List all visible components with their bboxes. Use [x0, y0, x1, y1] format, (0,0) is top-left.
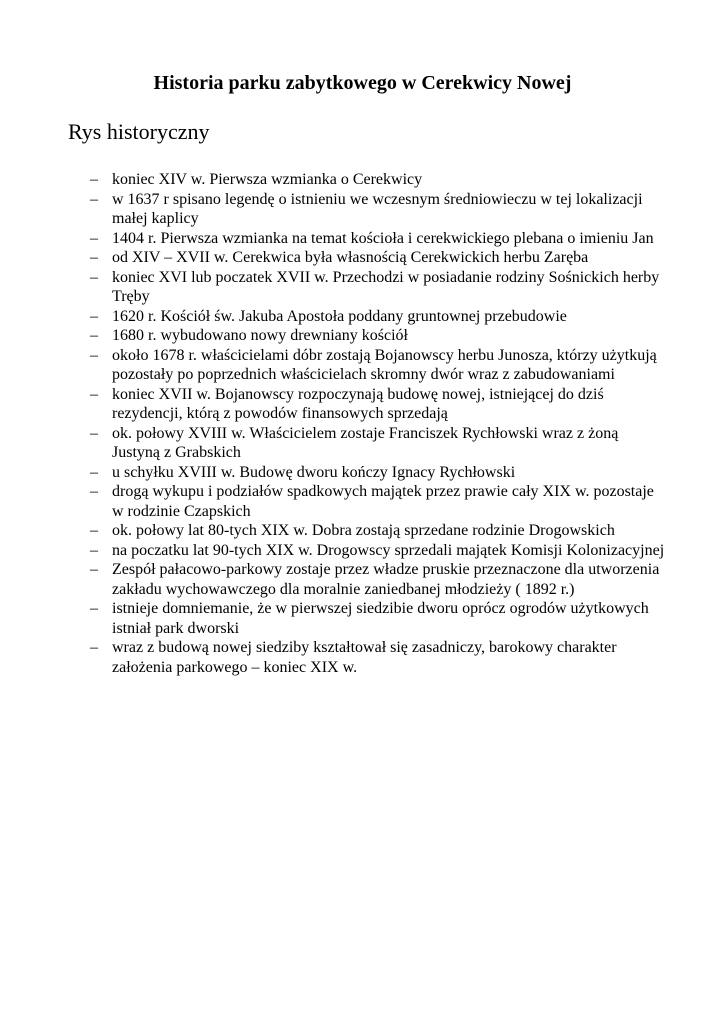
list-item: [0, 385, 725, 424]
bullet-dash: –: [90, 600, 98, 617]
list-item: [0, 170, 725, 190]
list-item: [0, 326, 725, 346]
bullet-dash: –: [90, 385, 98, 403]
list-item-text: istnieje domniemanie, że w pierwszej siedzibie dworu oprócz ogrodów użytkowych istniał park dworski: [112, 600, 649, 637]
bullet-dash: –: [90, 268, 98, 286]
list-item: [0, 560, 725, 599]
history-bullet-list: [0, 170, 725, 677]
list-item-text: ok. połowy lat 80-tych XIX w. Dobra zostają sprzedane rodzinie Drogowskich: [112, 522, 615, 539]
list-item: [0, 268, 725, 307]
list-item: [0, 638, 725, 677]
list-item: [0, 463, 725, 483]
list-item: [0, 248, 725, 268]
list-item-text: 1404 r. Pierwsza wzmianka na temat kościoła i cerekwickiego plebana o imieniu Jan: [112, 229, 654, 247]
list-item: [0, 229, 725, 249]
list-item-text: w 1637 r spisano legendę o istnieniu we wczesnym średniowieczu w tej lokalizacji małej kaplicy: [112, 190, 643, 227]
bullet-dash: –: [90, 561, 98, 578]
bullet-dash: –: [90, 522, 98, 539]
list-item-text: 1620 r. Kościół św. Jakuba Apostoła poddany gruntownej przebudowie: [112, 307, 567, 325]
list-item: [0, 346, 725, 385]
list-item: [0, 521, 725, 541]
bullet-dash: –: [90, 483, 98, 500]
bullet-dash: –: [90, 171, 98, 188]
list-item-text: ok. połowy XVIII w. Właścicielem zostaje Franciszek Rychłowski wraz z żoną Justyną z Grabskich: [112, 424, 619, 461]
document-title: Historia parku zabytkowego w Cerekwicy Nowej: [153, 72, 572, 94]
list-item-text: Zespół pałacowo-parkowy zostaje przez władze pruskie przeznaczone dla utworzenia zakładu wychowawczego dla moralnie zaniedbanej młodzieży ( 1892 r.): [112, 561, 660, 598]
bullet-dash: –: [90, 639, 98, 656]
list-item-text: drogą wykupu i podziałów spadkowych majątek przez prawie cały XIX w. pozostaje w rodzinie Czapskich: [112, 483, 654, 520]
list-item-text: koniec XVI lub poczatek XVII w. Przechodzi w posiadanie rodziny Sośnickich herby Tręby: [112, 268, 660, 305]
list-item-text: wraz z budową nowej siedziby kształtował się zasadniczy, barokowy charakter założenia parkowego – koniec XIX w.: [112, 639, 617, 676]
bullet-dash: –: [90, 307, 98, 325]
bullet-dash: –: [90, 190, 98, 208]
list-item: [0, 599, 725, 638]
list-item-text: u schyłku XVIII w. Budowę dworu kończy Ignacy Rychłowski: [112, 463, 516, 481]
list-item: [0, 482, 725, 521]
list-item: [0, 541, 725, 561]
list-item-text: koniec XVII w. Bojanowscy rozpoczynają budowę nowej, istniejącej do dziś rezydencji, którą z powodów finansowych sprzedają: [112, 385, 604, 422]
bullet-dash: –: [90, 424, 98, 442]
list-item-text: 1680 r. wybudowano nowy drewniany kościół: [112, 327, 408, 344]
bullet-dash: –: [90, 541, 98, 559]
bullet-dash: –: [90, 229, 98, 247]
list-item-text: na poczatku lat 90-tych XIX w. Drogowscy sprzedali majątek Komisji Kolonizacyjnej: [112, 541, 665, 559]
bullet-dash: –: [90, 327, 98, 344]
list-item: [0, 307, 725, 327]
list-item-text: od XIV – XVII w. Cerekwica była własnością Cerekwickich herbu Zaręba: [112, 249, 589, 266]
section-heading: Rys historyczny: [68, 119, 210, 144]
bullet-dash: –: [90, 249, 98, 266]
list-item-text: około 1678 r. właścicielami dóbr zostają Bojanowscy herbu Junosza, którzy użytkują pozostały po poprzednich właścicielach skromny dwór wraz z zabudowaniami: [112, 346, 657, 383]
list-item-text: koniec XIV w. Pierwsza wzmianka o Cerekwicy: [112, 171, 423, 188]
list-item: [0, 424, 725, 463]
bullet-dash: –: [90, 463, 98, 481]
bullet-dash: –: [90, 346, 98, 364]
list-item: [0, 190, 725, 229]
